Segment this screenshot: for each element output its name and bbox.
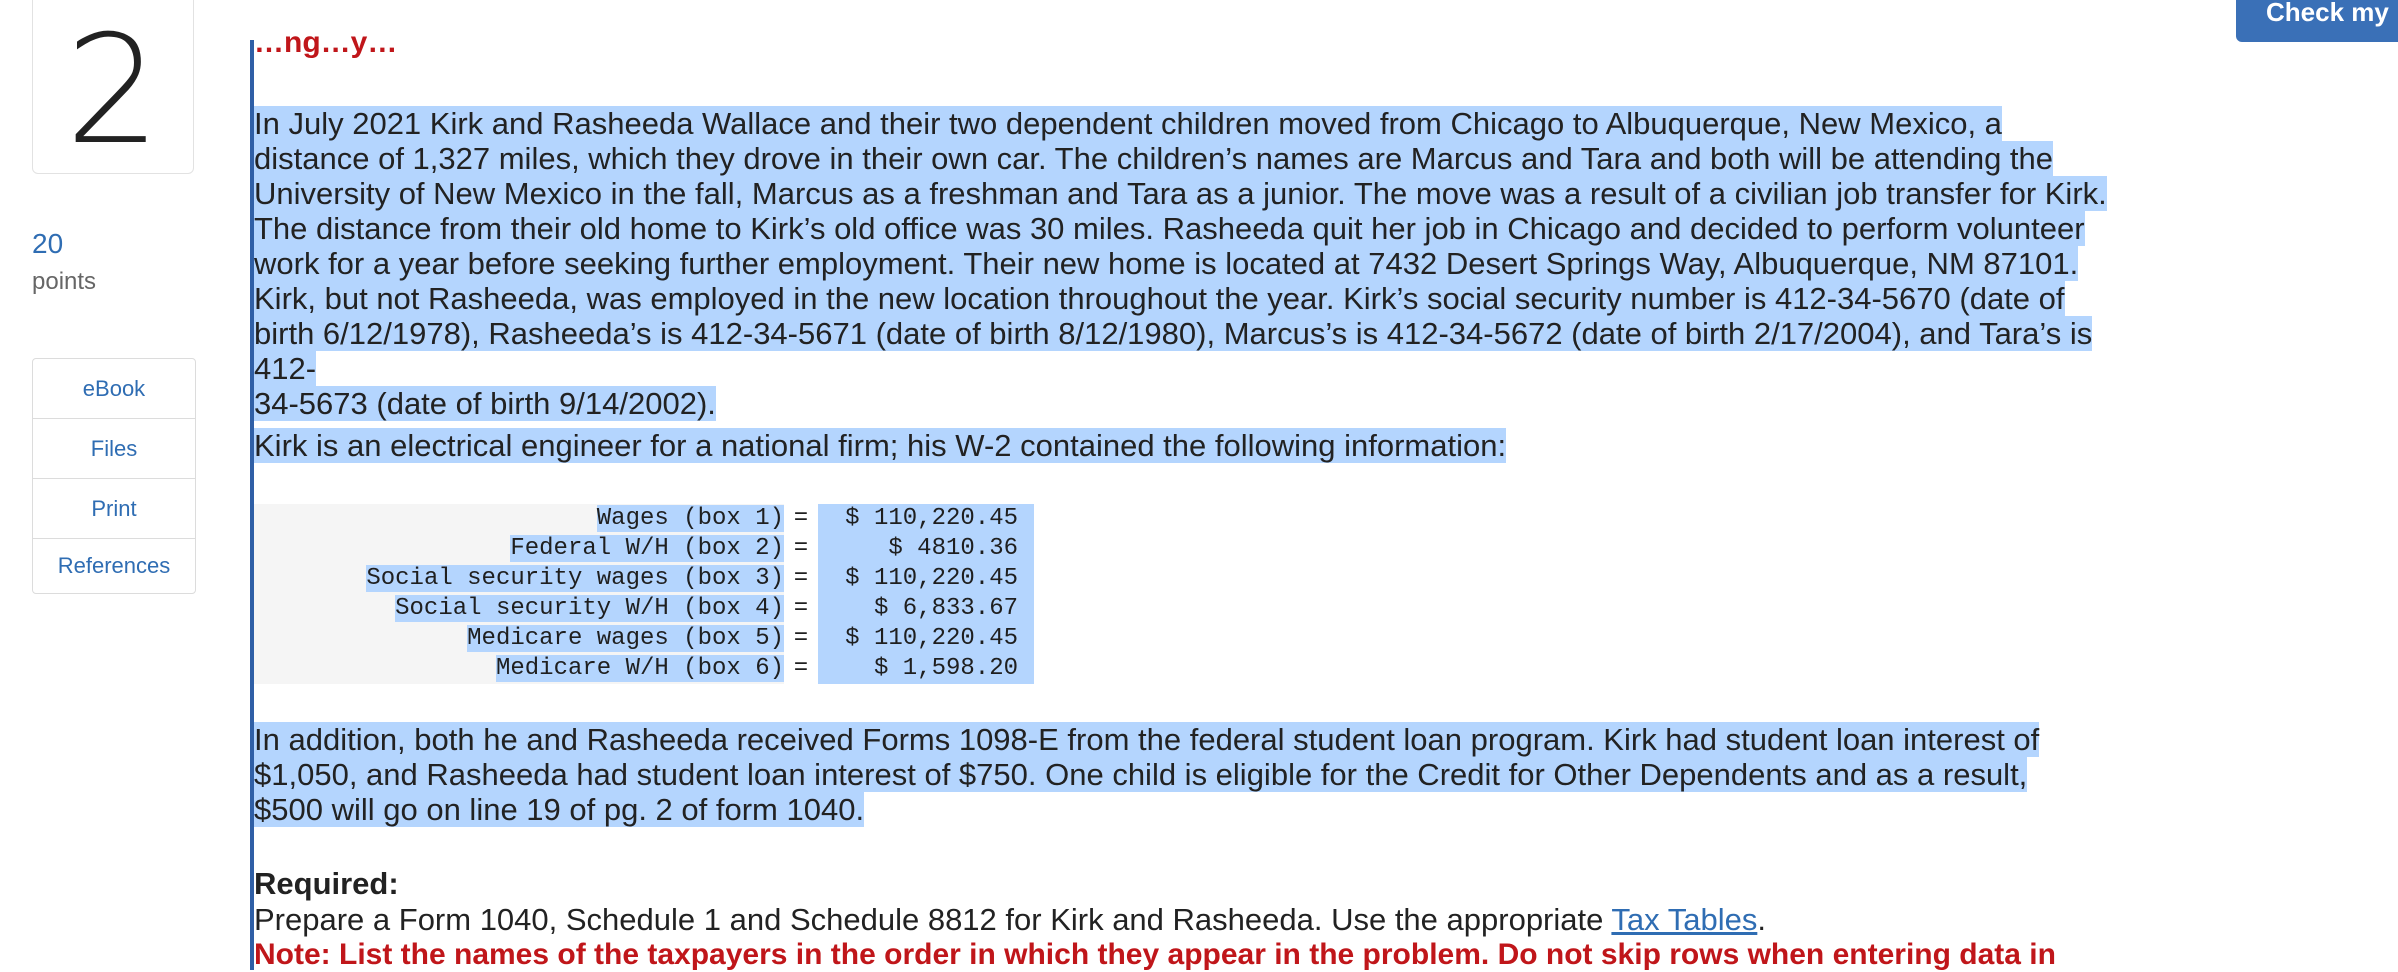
w2-amount: $ 110,220.45: [818, 624, 1034, 654]
w2-amount: $ 110,220.45: [818, 564, 1034, 594]
w2-equals: =: [793, 505, 809, 532]
w2-label: Social security wages (box 3): [254, 564, 784, 594]
question-content: [250, 26, 2150, 971]
question-number: 2: [65, 4, 161, 178]
table-row: [254, 594, 1034, 624]
prepare-end: .: [1757, 902, 1766, 937]
files-link[interactable]: Files: [33, 419, 195, 479]
intro-line: 34-5673 (date of birth 9/14/2002).: [254, 386, 716, 421]
question-number-box: [32, 0, 194, 178]
points-value: 20: [32, 228, 64, 259]
w2-equals: =: [793, 595, 809, 622]
addition-line: $500 will go on line 19 of pg. 2 of form 1040.: [254, 792, 865, 827]
addition-paragraph: [254, 722, 2154, 827]
ebook-link[interactable]: eBook: [33, 359, 195, 419]
intro-line: distance of 1,327 miles, which they drove in their own car. The children’s names are Marcus and Tara and both will be attending the: [254, 141, 2054, 176]
intro-line: work for a year before seeking further employment. Their new home is located at 7432 Desert Springs Way, Albuquerque, NM 87101.: [254, 246, 2079, 281]
table-row: [254, 564, 1034, 594]
table-row: [254, 534, 1034, 564]
tools-panel: [32, 358, 196, 594]
prepare-text: Prepare a Form 1040, Schedule 1 and Schedule 8812 for Kirk and Rasheeda. Use the appropriate: [254, 902, 1612, 937]
intro-line: birth 6/12/1978), Rasheeda’s is 412-34-5671 (date of birth 8/12/1980), Marcus’s is 412-34-5672 (date of birth 2/17/2004), and Tara’s is 412-: [254, 316, 2093, 386]
check-my-work-button[interactable]: Check my: [2236, 0, 2398, 42]
w2-amount: $ 1,598.20: [818, 654, 1034, 684]
table-row: [254, 654, 1034, 684]
w2-intro-text: Kirk is an electrical engineer for a national firm; his W-2 contained the following information:: [254, 428, 1507, 463]
references-link[interactable]: References: [57, 553, 171, 578]
w2-table: [254, 504, 1034, 684]
intro-line: The distance from their old home to Kirk’s old office was 30 miles. Rasheeda quit her job in Chicago and decided to perform volunteer: [254, 211, 2085, 246]
intro-paragraph: [254, 106, 2154, 421]
print-link[interactable]: Print: [33, 479, 195, 539]
table-row: [254, 504, 1034, 534]
w2-label: Social security W/H (box 4): [254, 594, 784, 624]
w2-label: Federal W/H (box 2): [254, 534, 784, 564]
addition-line: $1,050, and Rasheeda had student loan interest of $750. One child is eligible for the Credit for Other Dependents and as a result,: [254, 757, 2028, 792]
note-text: Note: List the names of the taxpayers in the order in which they appear in the problem. Do not skip rows when entering data in: [254, 938, 2056, 971]
w2-intro: [254, 428, 1506, 463]
intro-line: University of New Mexico in the fall, Marcus as a freshman and Tara as a junior. The move was a result of a civilian job transfer for Kirk.: [254, 176, 2107, 211]
prepare-instruction: [254, 902, 1766, 938]
w2-label: Wages (box 1): [254, 504, 784, 534]
tax-tables-link[interactable]: Tax Tables: [1611, 902, 1758, 937]
points-label: points: [32, 268, 97, 295]
required-heading: Required:: [254, 866, 399, 901]
w2-label: Medicare W/H (box 6): [254, 654, 784, 684]
intro-line: In July 2021 Kirk and Rasheeda Wallace and their two dependent children moved from Chicago to Albuquerque, New Mexico, a: [254, 106, 2002, 141]
w2-amount: $ 6,833.67: [818, 594, 1034, 624]
w2-amount: $ 4810.36: [818, 534, 1034, 564]
w2-label: Medicare wages (box 5): [254, 624, 784, 654]
w2-amount: $ 110,220.45: [818, 504, 1034, 534]
intro-line: Kirk, but not Rasheeda, was employed in the new location throughout the year. Kirk’s social security number is 412-34-5670 (date of: [254, 281, 2065, 316]
table-row: [254, 624, 1034, 654]
w2-equals: =: [793, 535, 809, 562]
w2-equals: =: [793, 655, 809, 682]
cut-off-heading: …ng…y…: [254, 26, 398, 59]
w2-equals: =: [793, 625, 809, 652]
addition-line: In addition, both he and Rasheeda received Forms 1098-E from the federal student loan program. Kirk had student loan interest of: [254, 722, 2040, 757]
w2-equals: =: [793, 565, 809, 592]
